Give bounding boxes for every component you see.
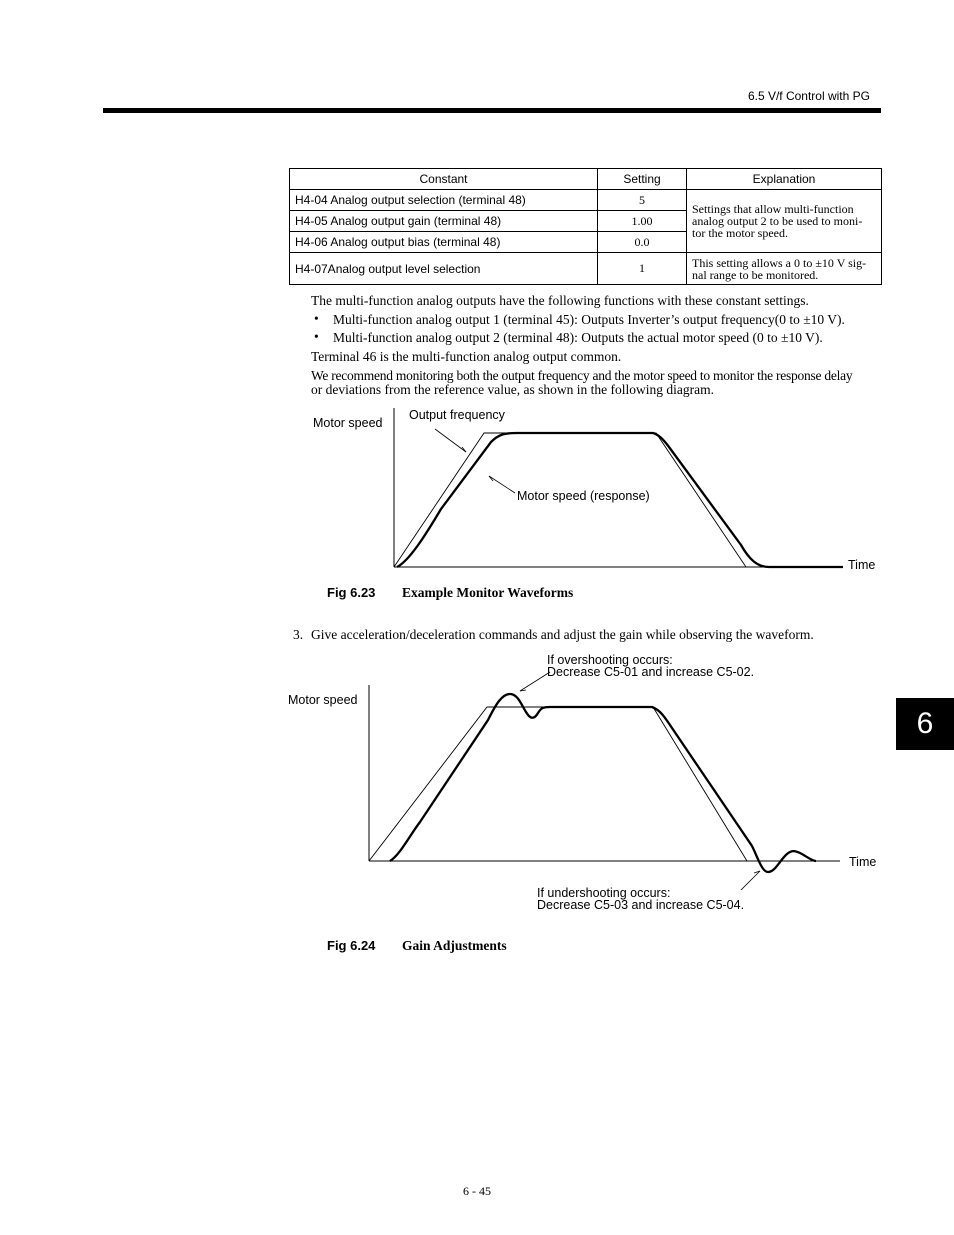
cell-setting: 5 [598,190,687,211]
cell-constant: H4-05 Analog output gain (terminal 48) [290,211,598,232]
response-label: Motor speed (response) [517,489,650,503]
cell-constant: H4-06 Analog output bias (terminal 48) [290,232,598,253]
figure-number: Fig 6.24 [327,938,376,953]
bullet-marker: • [314,311,319,326]
explanation-line: Settings that allow multi-function [692,202,854,216]
paragraph-line: or deviations from the reference value, as shown in the following diagram. [311,382,714,397]
output-frequency-pointer [435,429,466,452]
figure-title: Example Monitor Waveforms [402,585,574,600]
cell-setting: 1.00 [598,211,687,232]
explanation-line: This setting allows a 0 to ±10 V sig- [692,255,867,270]
x-axis-label: Time [849,855,877,869]
overshoot-label-line2: Decrease C5-01 and increase C5-02. [547,665,755,679]
motor-speed-response-curve [390,694,816,872]
y-axis-label: Motor speed [288,693,358,707]
header-setting: Setting [598,169,687,190]
paragraph: Terminal 46 is the multi-function analog output common. [311,349,622,364]
explanation-line: nal range to be monitored. [692,267,819,282]
table-row [290,190,882,211]
bullet-item: Multi-function analog output 2 (terminal 48): Outputs the actual motor speed (0 to ±10 V). [333,330,823,345]
gain-adjustment-diagram [360,650,840,890]
cell-setting: 1 [598,253,687,285]
overshoot-pointer [520,672,550,691]
cell-constant: H4-07Analog output level selection [290,253,598,285]
undershoot-label-line2: Decrease C5-03 and increase C5-04. [537,898,745,912]
figure-number: Fig 6.23 [327,585,376,600]
constants-table [289,168,882,285]
cell-constant: H4-04 Analog output selection (terminal 48) [290,190,598,211]
table-header-row [290,169,882,190]
step-text: Give acceleration/deceleration commands and adjust the gain while observing the waveform. [311,627,814,642]
paragraph-line: We recommend monitoring both the output frequency and the motor speed to monitor the response delay [311,368,853,383]
undershoot-pointer [738,871,760,890]
chapter-tab: 6 [896,698,954,750]
header-rule [103,108,881,113]
response-pointer [489,476,515,493]
figure-title: Gain Adjustments [402,938,507,953]
running-header: 6.5 V/f Control with PG [747,89,870,103]
output-frequency-label: Output frequency [409,408,505,422]
explanation-line: analog output 2 to be used to moni- [692,214,863,228]
undershoot-label-line1: If undershooting occurs: [537,886,671,900]
cell-explanation [687,253,882,285]
page-number: 6 - 45 [463,1184,491,1198]
bullet-marker: • [314,329,319,344]
bullet-item: Multi-function analog output 1 (terminal 45): Outputs Inverter’s output frequency(0 to ±10 V). [333,312,845,327]
output-frequency-curve [369,707,747,861]
x-axis-label: Time [848,558,876,572]
header-explanation: Explanation [687,169,882,190]
header-constant: Constant [290,169,598,190]
paragraph: The multi-function analog outputs have the following functions with these constant settings. [311,293,809,308]
cell-explanation [687,190,882,253]
step-number: 3. [293,627,304,642]
table-row [290,253,882,285]
y-axis-label: Motor speed [313,416,383,430]
overshoot-label-line1: If overshooting occurs: [547,653,673,667]
cell-setting: 0.0 [598,232,687,253]
explanation-line: tor the motor speed. [692,226,788,240]
